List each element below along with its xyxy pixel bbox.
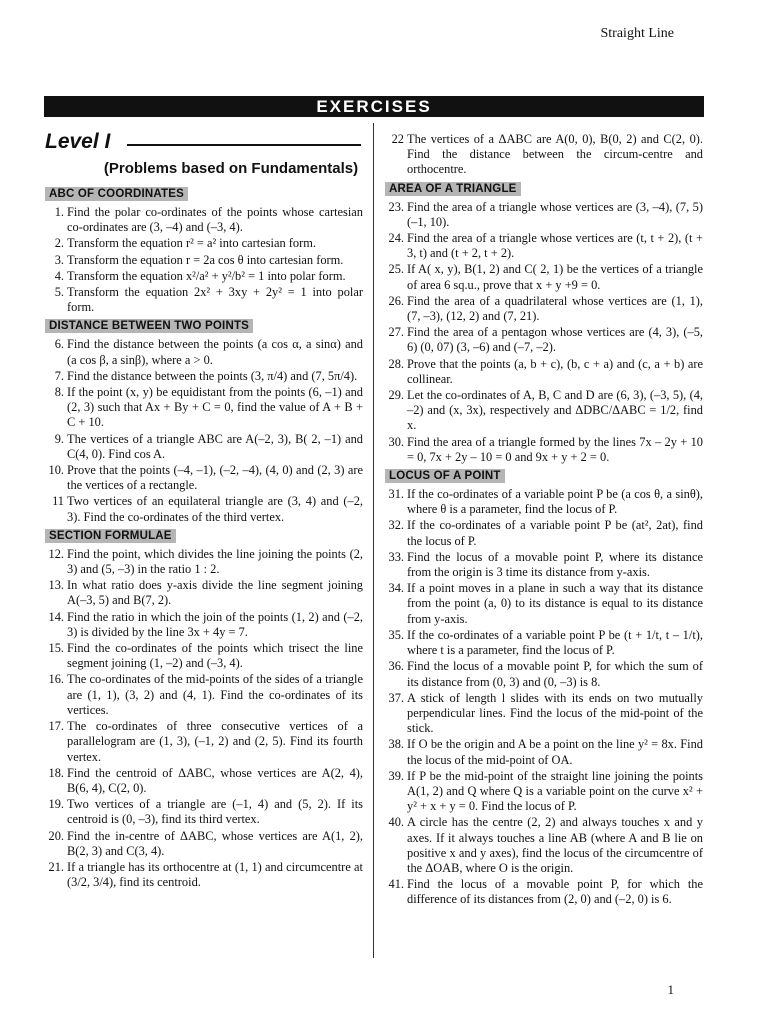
question-number: 7. xyxy=(54,368,64,383)
question-text: Find the centroid of ΔABC, whose vertices are A(2, 4), B(6, 4), C(2, 0). xyxy=(67,765,363,795)
question-item xyxy=(45,285,363,315)
level-rule xyxy=(127,144,361,146)
question-item xyxy=(385,294,703,324)
left-sections xyxy=(45,184,363,890)
question-text: Find the ratio in which the join of the points (1, 2) and (–2, 3) is divided by the line 3x + 4y = 7. xyxy=(67,609,363,639)
question-number: 3. xyxy=(54,252,64,267)
question-number: 23. xyxy=(388,199,404,214)
question-item xyxy=(45,641,363,671)
question-number: 2. xyxy=(54,236,64,251)
question-text: If a point moves in a plane in such a way that its distance from the point (a, 0) to its distance is equal to its distance from y-axis. xyxy=(407,581,703,626)
question-list xyxy=(45,547,363,890)
question-text: Find the polar co-ordinates of the points whose cartesian co-ordinates are (3, –4) and (–3, 4). xyxy=(67,205,363,235)
question-item xyxy=(45,432,363,462)
question-text: The vertices of a ΔABC are A(0, 0), B(0, 2) and C(2, 0). Find the distance between the circum-centre and orthocentre. xyxy=(407,132,703,177)
section-heading: AREA OF A TRIANGLE xyxy=(385,182,521,196)
question-number: 14. xyxy=(48,609,64,624)
question-item xyxy=(385,550,703,580)
question-text: Two vertices of a triangle are (–1, 4) and (5, 2). If its centroid is (0, –3), find its third vertex. xyxy=(67,797,363,827)
question-number: 37. xyxy=(388,690,404,705)
question-item xyxy=(45,269,363,284)
question-item xyxy=(45,610,363,640)
question-number: 16. xyxy=(48,672,64,687)
question-text: In what ratio does y-axis divide the line segment joining A(–3, 5) and B(7, 2). xyxy=(67,578,363,608)
question-item xyxy=(385,325,703,355)
question-number: 17. xyxy=(48,719,64,734)
question-number: 13. xyxy=(48,578,64,593)
question-item xyxy=(385,231,703,261)
question-text: Find the point, which divides the line joining the points (2, 3) and (5, –3) in the ratio 1 : 2. xyxy=(67,546,363,577)
question-number: 19. xyxy=(48,797,64,812)
question-item xyxy=(45,578,363,608)
question-list xyxy=(45,337,363,524)
question-text: Transform the equation r² = a² into cartesian form. xyxy=(67,236,316,251)
question-number: 39. xyxy=(388,768,404,783)
question-item xyxy=(385,769,703,815)
question-item xyxy=(45,369,363,384)
question-number: 18. xyxy=(48,765,64,780)
section-heading: LOCUS OF A POINT xyxy=(385,469,505,483)
question-text: The co-ordinates of the mid-points of the sides of a triangle are (1, 1), (3, 2) and (4, 1). Find the co-ordinates of its vertices. xyxy=(67,672,363,717)
question-number: 32. xyxy=(388,518,404,533)
question-number: 40. xyxy=(388,815,404,830)
question-number: 8. xyxy=(54,385,64,400)
question-item xyxy=(45,385,363,431)
question-item xyxy=(385,200,703,230)
right-column xyxy=(385,132,703,909)
question-number: 9. xyxy=(54,431,64,446)
question-text: Find the locus of a movable point P, for which the sum of its distance from (0, 3) and (0, –3) is 8. xyxy=(407,659,703,689)
question-item xyxy=(45,672,363,718)
column-divider xyxy=(373,123,374,958)
question-list xyxy=(385,132,703,178)
level-subtitle: (Problems based on Fundamentals) xyxy=(103,160,359,177)
question-text: If the co-ordinates of a variable point P be (t + 1/t, t – 1/t), where t is a parameter, find the locus of P. xyxy=(407,627,703,658)
question-text: If the co-ordinates of a variable point P be (a cos θ, a sinθ), where θ is a parameter, find the locus of P. xyxy=(407,487,703,517)
question-text: Find the co-ordinates of the points which trisect the line segment joining (1, –2) and (–3, 4). xyxy=(67,641,363,671)
question-number: 6. xyxy=(54,337,64,352)
question-number: 26. xyxy=(388,293,404,308)
question-text: Two vertices of an equilateral triangle are (3, 4) and (–2, 3). Find the co-ordinates of the third vertex. xyxy=(67,494,363,524)
question-item xyxy=(45,797,363,827)
question-item xyxy=(385,815,703,876)
question-text: Find the area of a triangle whose vertices are (3, –4), (7, 5) (–1, 10). xyxy=(407,199,703,229)
question-item xyxy=(45,463,363,493)
question-item xyxy=(385,628,703,658)
question-number: 11 xyxy=(52,494,64,509)
question-number: 1. xyxy=(54,205,64,219)
question-item xyxy=(45,494,363,524)
question-text: If O be the origin and A be a point on the line y² = 8x. Find the locus of the mid-point of OA. xyxy=(407,737,703,767)
question-item xyxy=(45,337,363,367)
question-item xyxy=(385,487,703,517)
question-list xyxy=(45,205,363,315)
question-text: Find the area of a pentagon whose vertices are (4, 3), (–5, 6) (0, 07) (3, –6) and (–7, –2). xyxy=(407,325,703,355)
question-text: If P be the mid-point of the straight line joining the points A(1, 2) and Q where Q is a variable point on the curve x² + y² + x + y = 0. Find the locus of P. xyxy=(407,768,703,814)
question-number: 22 xyxy=(391,132,404,146)
page-number: 1 xyxy=(667,982,674,997)
question-text: Find the in-centre of ΔABC, whose vertices are A(1, 2), B(2, 3) and C(3, 4). xyxy=(67,828,363,858)
question-text: A circle has the centre (2, 2) and always touches x and y axes. If it always touches a line AB (where A and B lie on positive x and y axes), find the locus of the circumcentre of the ΔOAB, where O is the origin. xyxy=(407,815,703,875)
question-item xyxy=(385,388,703,434)
question-number: 12. xyxy=(48,546,64,561)
question-item xyxy=(385,581,703,627)
right-sections xyxy=(385,132,703,908)
question-item xyxy=(45,860,363,890)
question-number: 5. xyxy=(54,285,64,300)
question-number: 29. xyxy=(388,388,404,403)
question-text: If A( x, y), B(1, 2) and C( 2, 1) be the vertices of a triangle of area 6 sq.u., prove that x + y +9 = 0. xyxy=(407,262,703,292)
question-item xyxy=(45,719,363,765)
question-text: Let the co-ordinates of A, B, C and D are (6, 3), (–3, 5), (4, –2) and (x, 3x), respectively and ΔDBC/ΔABC = 1/2, find x. xyxy=(407,388,703,433)
question-item xyxy=(45,205,363,235)
question-item xyxy=(385,659,703,689)
question-item xyxy=(45,547,363,577)
question-text: A stick of length l slides with its ends on two mutually perpendicular lines. Find the locus of the mid-point of the stick. xyxy=(407,690,703,736)
question-number: 10. xyxy=(48,463,64,478)
question-text: If the point (x, y) be equidistant from the points (6, –1) and (2, 3) such that Ax + By + C = 0, find the value of A + B + C + 10. xyxy=(67,385,363,430)
question-number: 28. xyxy=(388,356,404,371)
question-number: 4. xyxy=(54,268,64,283)
question-number: 35. xyxy=(388,627,404,642)
question-number: 34. xyxy=(388,581,404,596)
section-heading: DISTANCE BETWEEN TWO POINTS xyxy=(45,319,253,333)
question-number: 31. xyxy=(388,487,404,502)
question-number: 33. xyxy=(388,549,404,564)
question-item xyxy=(385,132,703,178)
left-column xyxy=(45,130,363,891)
exercises-banner: EXERCISES xyxy=(44,96,704,117)
question-text: The co-ordinates of three consecutive vertices of a parallelogram are (1, 3), (–1, 2) and (2, 5). Find its fourth vertex. xyxy=(67,719,363,764)
question-item xyxy=(45,766,363,796)
question-text: The vertices of a triangle ABC are A(–2, 3), B( 2, –1) and C(4, 0). Find cos A. xyxy=(67,431,363,461)
question-item xyxy=(45,829,363,859)
question-number: 41. xyxy=(388,877,404,892)
question-item xyxy=(385,691,703,737)
question-text: Transform the equation x²/a² + y²/b² = 1 into polar form. xyxy=(67,268,346,283)
question-text: Find the area of a quadrilateral whose vertices are (1, 1), (7, –3), (12, 2) and (7, 21). xyxy=(407,293,703,324)
question-text: If a triangle has its orthocentre at (1, 1) and circumcentre at (3/2, 3/4), find its centroid. xyxy=(67,859,363,890)
question-item xyxy=(385,518,703,548)
question-item xyxy=(45,253,363,268)
question-text: Transform the equation 2x² + 3xy + 2y² = 1 into polar form. xyxy=(67,285,363,315)
question-text: Transform the equation r = 2a cos θ into cartesian form. xyxy=(67,252,344,267)
question-text: If the co-ordinates of a variable point P be (at², 2at), find the locus of P. xyxy=(407,518,703,548)
section-heading: ABC OF COORDINATES xyxy=(45,187,188,201)
question-number: 21. xyxy=(48,859,64,874)
question-text: Find the locus of a movable point P, for which the difference of its distances from (2, 0) and (–2, 0) is 6. xyxy=(407,877,703,907)
question-list xyxy=(385,487,703,907)
question-number: 36. xyxy=(388,659,404,674)
question-item xyxy=(385,435,703,465)
question-text: Find the distance between the points (a cos α, a sinα) and (a cos β, a sinβ), where a > 0. xyxy=(67,337,363,367)
question-number: 30. xyxy=(388,434,404,449)
question-item xyxy=(385,262,703,292)
running-title: Straight Line xyxy=(600,26,674,41)
question-item xyxy=(385,877,703,907)
question-text: Prove that the points (–4, –1), (–2, –4), (4, 0) and (2, 3) are the vertices of a rectangle. xyxy=(67,463,363,493)
level-heading xyxy=(45,130,363,160)
level-title: Level I xyxy=(45,130,111,153)
question-item xyxy=(385,737,703,767)
question-item xyxy=(45,236,363,251)
question-list xyxy=(385,200,703,465)
question-text: Find the distance between the points (3, π/4) and (7, 5π/4). xyxy=(67,368,358,383)
question-number: 24. xyxy=(388,231,404,246)
question-text: Find the locus of a movable point P, where its distance from the origin is 3 time its distance from y-axis. xyxy=(407,549,703,580)
section-heading: SECTION FORMULAE xyxy=(45,529,176,543)
question-item xyxy=(385,357,703,387)
question-number: 27. xyxy=(388,325,404,340)
question-text: Find the area of a triangle formed by the lines 7x – 2y + 10 = 0, 7x + 2y – 10 = 0 and 9x + y + 2 = 0. xyxy=(407,434,703,464)
question-text: Find the area of a triangle whose vertices are (t, t + 2), (t + 3, t) and (t + 2, t + 2). xyxy=(407,231,703,261)
question-text: Prove that the points (a, b + c), (b, c + a) and (c, a + b) are collinear. xyxy=(407,356,703,386)
question-number: 15. xyxy=(48,641,64,656)
question-number: 20. xyxy=(48,828,64,843)
question-number: 38. xyxy=(388,737,404,752)
question-number: 25. xyxy=(388,262,404,277)
